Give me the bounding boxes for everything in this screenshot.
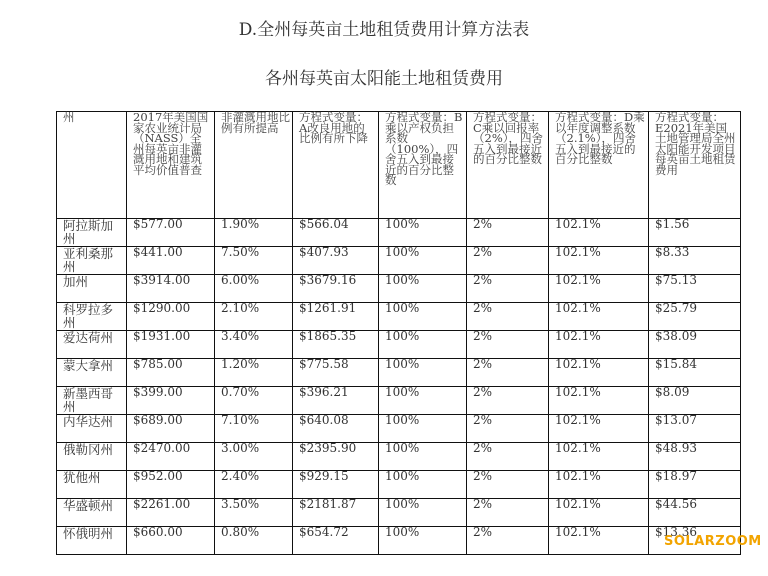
- cell-nass-value: $660.00: [127, 527, 215, 555]
- cell-nass-value: $1931.00: [127, 331, 215, 359]
- cell-nass-value: $2470.00: [127, 443, 215, 471]
- table-title: 各州每英亩太阳能土地租赁费用: [265, 69, 503, 89]
- cell-variable-a: $775.58: [293, 359, 379, 387]
- cell-variable-c: 2%: [467, 527, 549, 555]
- cell-unirrigated-ratio: 3.00%: [215, 443, 293, 471]
- cell-variable-b: 100%: [379, 387, 467, 415]
- cell-variable-a: $3679.16: [293, 275, 379, 303]
- cell-variable-b: 100%: [379, 471, 467, 499]
- cell-variable-b: 100%: [379, 499, 467, 527]
- cell-variable-e: $48.93: [649, 443, 741, 471]
- cell-variable-c: 2%: [467, 303, 549, 331]
- cell-variable-b: 100%: [379, 443, 467, 471]
- cell-unirrigated-ratio: 1.20%: [215, 359, 293, 387]
- table-header-row: [57, 112, 741, 219]
- cell-nass-value: $577.00: [127, 219, 215, 247]
- cell-state: 阿拉斯加州: [57, 219, 127, 247]
- cell-state: 犹他州: [57, 471, 127, 499]
- cell-state: 怀俄明州: [57, 527, 127, 555]
- cell-variable-b: 100%: [379, 415, 467, 443]
- cell-unirrigated-ratio: 7.50%: [215, 247, 293, 275]
- cell-nass-value: $1290.00: [127, 303, 215, 331]
- table-row: [57, 499, 741, 527]
- cell-variable-d: 102.1%: [549, 527, 649, 555]
- table-row: [57, 275, 741, 303]
- cell-nass-value: $441.00: [127, 247, 215, 275]
- cell-variable-d: 102.1%: [549, 499, 649, 527]
- cell-nass-value: $3914.00: [127, 275, 215, 303]
- cell-variable-e: $18.97: [649, 471, 741, 499]
- cell-nass-value: $689.00: [127, 415, 215, 443]
- cell-variable-a: $407.93: [293, 247, 379, 275]
- header-variable-d: 方程式变量：D乘以年度调整系数（2.1%），四舍五入到最接近的百分比整数: [549, 112, 649, 219]
- cell-variable-d: 102.1%: [549, 275, 649, 303]
- cell-variable-a: $2181.87: [293, 499, 379, 527]
- cell-nass-value: $785.00: [127, 359, 215, 387]
- cell-unirrigated-ratio: 2.10%: [215, 303, 293, 331]
- cell-variable-a: $1261.91: [293, 303, 379, 331]
- cell-state: 加州: [57, 275, 127, 303]
- cell-unirrigated-ratio: 6.00%: [215, 275, 293, 303]
- solarzoom-watermark: SOLARZOOM: [664, 534, 762, 549]
- cell-variable-c: 2%: [467, 275, 549, 303]
- table-row: [57, 443, 741, 471]
- table-row: [57, 247, 741, 275]
- cell-variable-e: $75.13: [649, 275, 741, 303]
- cell-state: 亚利桑那州: [57, 247, 127, 275]
- cell-variable-b: 100%: [379, 275, 467, 303]
- cell-variable-e: $38.09: [649, 331, 741, 359]
- cell-variable-b: 100%: [379, 359, 467, 387]
- cell-variable-d: 102.1%: [549, 303, 649, 331]
- cell-variable-a: $1865.35: [293, 331, 379, 359]
- cell-variable-c: 2%: [467, 247, 549, 275]
- table-row: [57, 415, 741, 443]
- cell-variable-e: $13.07: [649, 415, 741, 443]
- header-variable-c: 方程式变量：C乘以回报率（2%），四舍五入到最接近的百分比整数: [467, 112, 549, 219]
- cell-variable-a: $640.08: [293, 415, 379, 443]
- cell-variable-c: 2%: [467, 415, 549, 443]
- table-row: [57, 303, 741, 331]
- cell-unirrigated-ratio: 1.90%: [215, 219, 293, 247]
- cell-variable-d: 102.1%: [549, 443, 649, 471]
- cell-state: 爱达荷州: [57, 331, 127, 359]
- table-row: [57, 359, 741, 387]
- lease-fee-table: [56, 111, 741, 555]
- cell-variable-d: 102.1%: [549, 247, 649, 275]
- cell-variable-c: 2%: [467, 443, 549, 471]
- table-row: [57, 331, 741, 359]
- cell-unirrigated-ratio: 0.70%: [215, 387, 293, 415]
- cell-state: 内华达州: [57, 415, 127, 443]
- cell-state: 俄勒冈州: [57, 443, 127, 471]
- cell-variable-c: 2%: [467, 471, 549, 499]
- cell-variable-d: 102.1%: [549, 359, 649, 387]
- table-row: [57, 387, 741, 415]
- cell-variable-c: 2%: [467, 219, 549, 247]
- header-nass-value: 2017年美国国家农业统计局（NASS）全州每英亩非灌溉用地和建筑平均价值普查: [127, 112, 215, 219]
- cell-variable-b: 100%: [379, 303, 467, 331]
- cell-variable-d: 102.1%: [549, 387, 649, 415]
- cell-variable-e: $1.56: [649, 219, 741, 247]
- cell-unirrigated-ratio: 7.10%: [215, 415, 293, 443]
- cell-variable-c: 2%: [467, 499, 549, 527]
- cell-variable-d: 102.1%: [549, 331, 649, 359]
- header-variable-b: 方程式变量：B乘以产权负担系数（100%），四舍五入到最接近的百分比整数: [379, 112, 467, 219]
- cell-state: 新墨西哥州: [57, 387, 127, 415]
- cell-variable-a: $566.04: [293, 219, 379, 247]
- header-variable-a: 方程式变量：A改良用地的比例有所下降: [293, 112, 379, 219]
- cell-variable-e: $13.36: [649, 527, 741, 555]
- cell-state: 蒙大拿州: [57, 359, 127, 387]
- cell-variable-c: 2%: [467, 359, 549, 387]
- cell-nass-value: $399.00: [127, 387, 215, 415]
- cell-variable-b: 100%: [379, 527, 467, 555]
- cell-variable-c: 2%: [467, 387, 549, 415]
- cell-variable-e: $25.79: [649, 303, 741, 331]
- cell-variable-b: 100%: [379, 331, 467, 359]
- cell-variable-d: 102.1%: [549, 471, 649, 499]
- cell-nass-value: $2261.00: [127, 499, 215, 527]
- cell-variable-c: 2%: [467, 331, 549, 359]
- cell-variable-e: $44.56: [649, 499, 741, 527]
- cell-variable-a: $929.15: [293, 471, 379, 499]
- header-unirrigated-ratio: 非灌溉用地比例有所提高: [215, 112, 293, 219]
- cell-state: 华盛顿州: [57, 499, 127, 527]
- cell-unirrigated-ratio: 3.40%: [215, 331, 293, 359]
- table-row: [57, 471, 741, 499]
- cell-variable-e: $15.84: [649, 359, 741, 387]
- cell-variable-e: $8.33: [649, 247, 741, 275]
- cell-variable-a: $654.72: [293, 527, 379, 555]
- cell-unirrigated-ratio: 0.80%: [215, 527, 293, 555]
- document-title: D.全州每英亩土地租赁费用计算方法表: [238, 20, 530, 40]
- cell-unirrigated-ratio: 2.40%: [215, 471, 293, 499]
- cell-variable-b: 100%: [379, 247, 467, 275]
- cell-unirrigated-ratio: 3.50%: [215, 499, 293, 527]
- cell-variable-e: $8.09: [649, 387, 741, 415]
- header-variable-e: 方程式变量：E2021年美国土地管理局全州太阳能开发项目每英亩土地租赁费用: [649, 112, 741, 219]
- cell-nass-value: $952.00: [127, 471, 215, 499]
- cell-state: 科罗拉多州: [57, 303, 127, 331]
- table-row: [57, 527, 741, 555]
- table-row: [57, 219, 741, 247]
- cell-variable-d: 102.1%: [549, 219, 649, 247]
- cell-variable-d: 102.1%: [549, 415, 649, 443]
- header-state: 州: [57, 112, 127, 219]
- cell-variable-a: $396.21: [293, 387, 379, 415]
- cell-variable-b: 100%: [379, 219, 467, 247]
- cell-variable-a: $2395.90: [293, 443, 379, 471]
